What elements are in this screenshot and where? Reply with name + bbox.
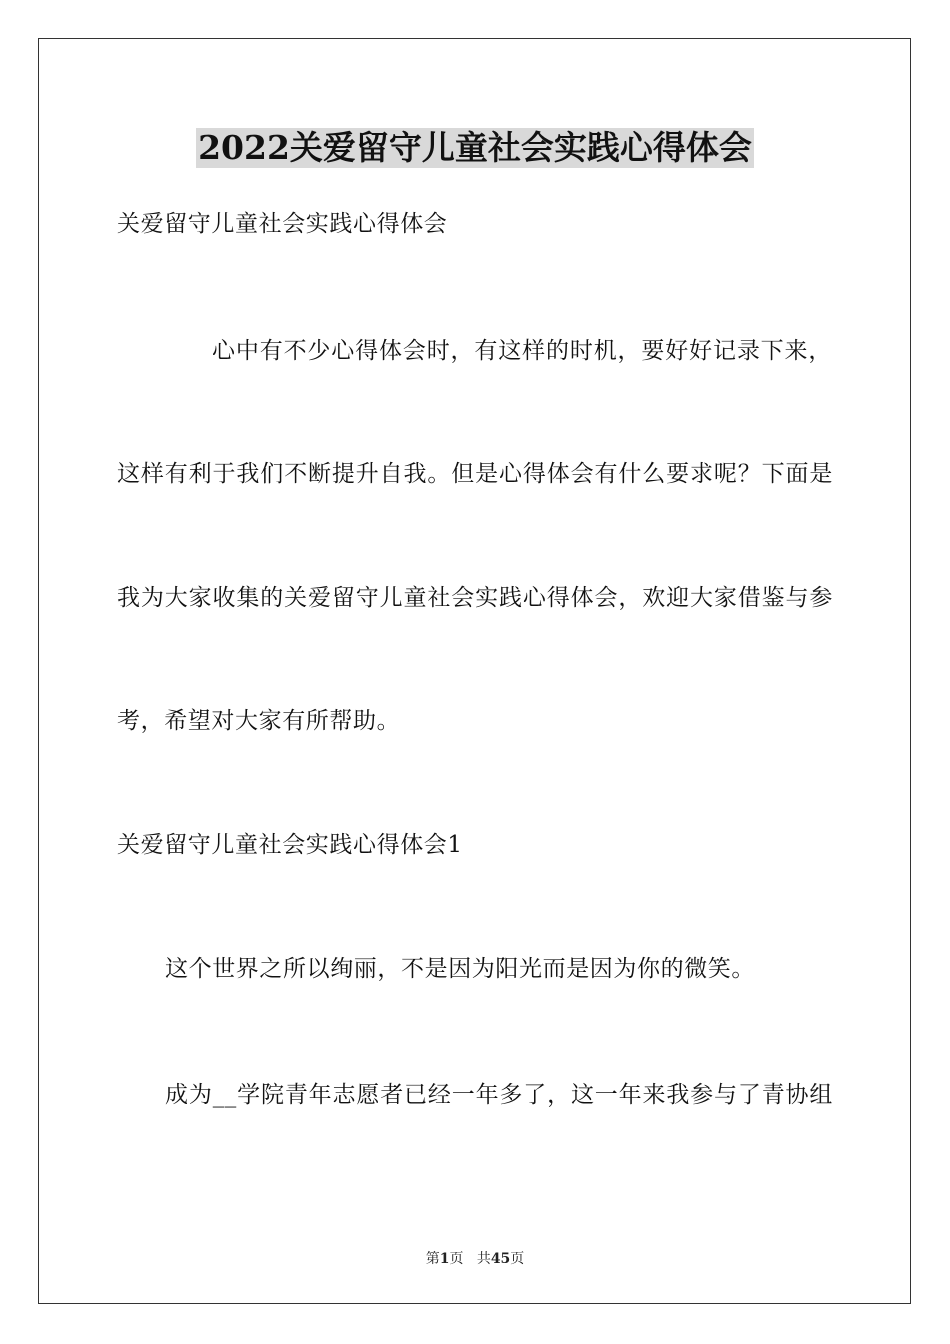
paragraph-line: 这个世界之所以绚丽，不是因为阳光而是因为你的微笑。 — [165, 956, 755, 982]
paragraph-line: 我为大家收集的关爱留守儿童社会实践心得体会，欢迎大家借鉴与参 — [117, 585, 833, 611]
title-container — [0, 128, 950, 168]
total-prefix: 共 — [476, 1251, 491, 1267]
page-prefix: 第 — [425, 1251, 440, 1267]
subtitle-line: 关爱留守儿童社会实践心得体会 — [117, 211, 448, 237]
total-suffix: 页 — [510, 1251, 525, 1267]
document-title: 2022关爱留守儿童社会实践心得体会 — [198, 128, 752, 167]
section-heading: 关爱留守儿童社会实践心得体会1 — [117, 832, 463, 858]
page-number: 1 — [439, 1251, 450, 1267]
page-footer — [0, 1248, 950, 1268]
paragraph-line: 这样有利于我们不断提升自我。但是心得体会有什么要求呢？下面是 — [117, 461, 833, 487]
paragraph-line: 成为__学院青年志愿者已经一年多了，这一年来我参与了青协组 — [165, 1082, 833, 1108]
paragraph-line: 心中有不少心得体会时，有这样的时机，要好好记录下来， — [212, 338, 832, 364]
total-pages: 45 — [490, 1251, 511, 1267]
paragraph-line: 考，希望对大家有所帮助。 — [117, 708, 401, 734]
page-suffix: 页 — [449, 1251, 464, 1267]
